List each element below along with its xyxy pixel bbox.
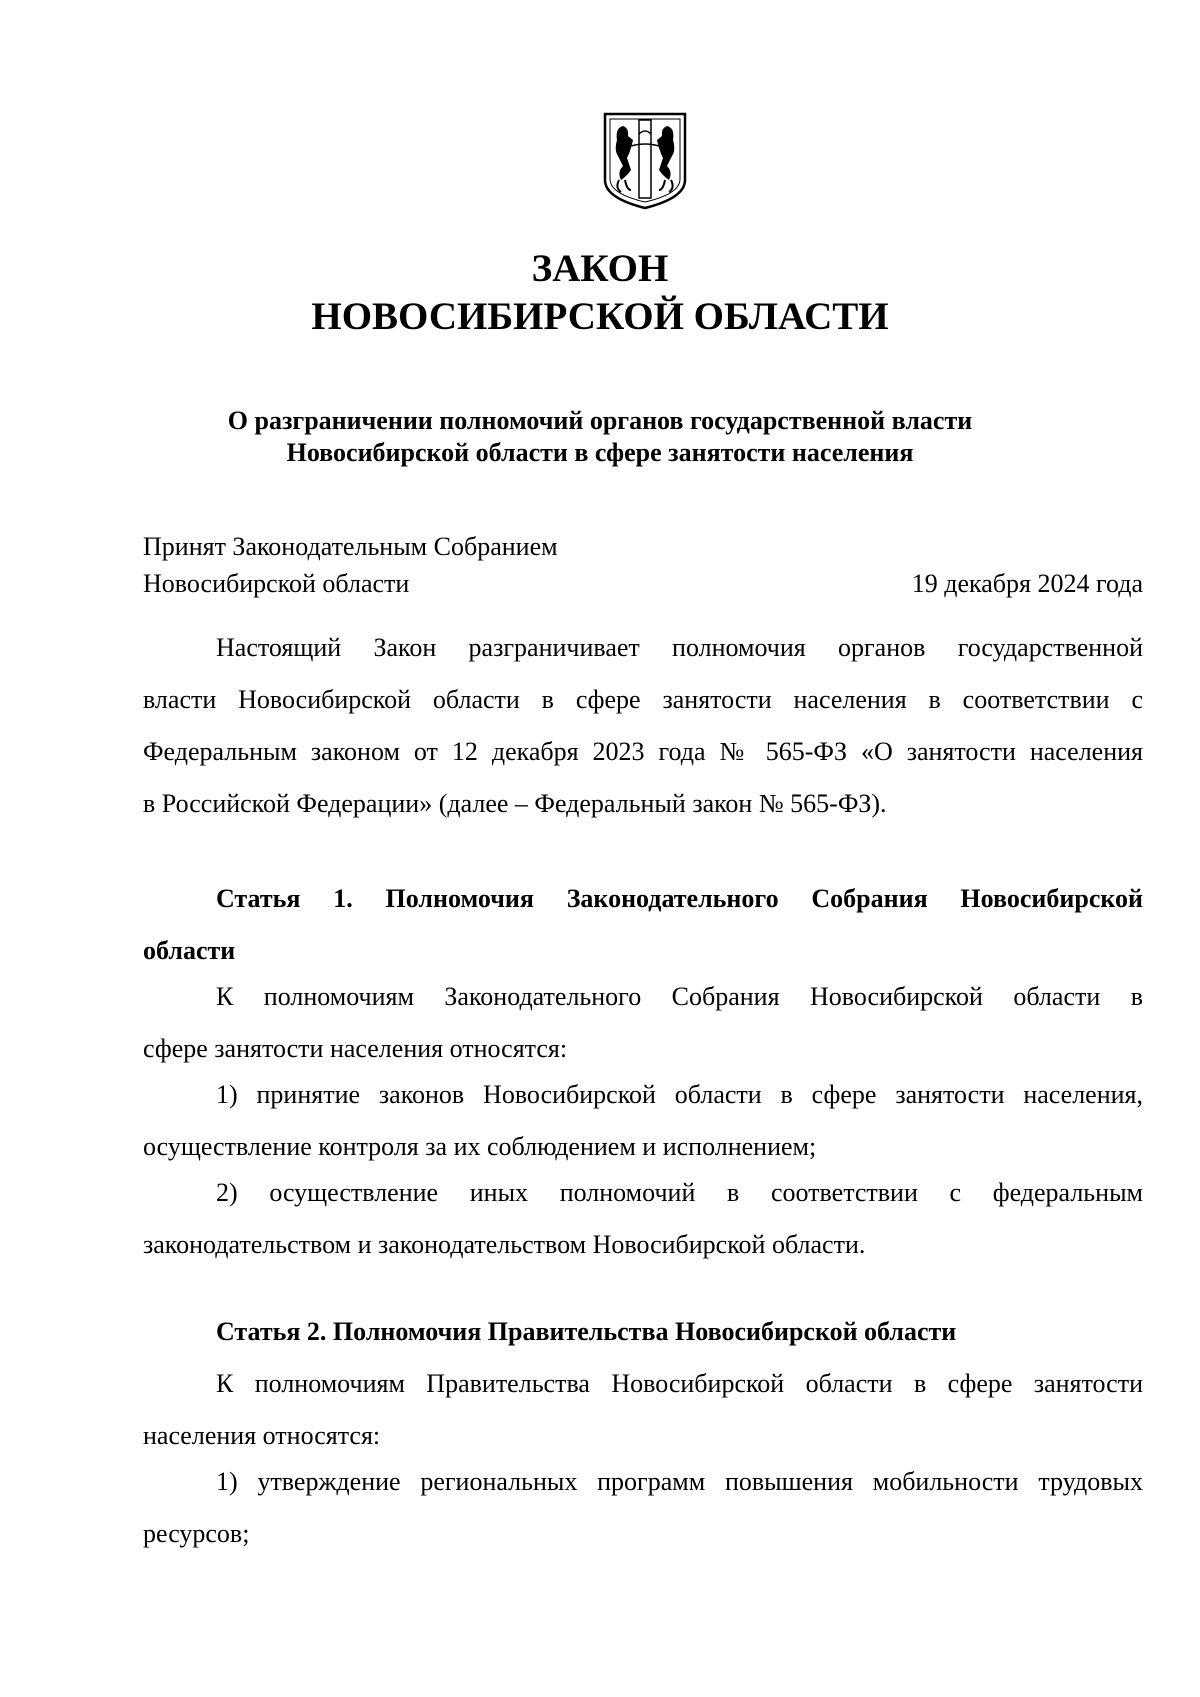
adoption-line-2: Новосибирской области: [143, 569, 410, 598]
article-2-item-1: 1) утверждение региональных программ повышения мобильности трудовых: [216, 1467, 1143, 1496]
article-1-item-2-cont: законодательством и законодательством Новосибирской области.: [143, 1230, 866, 1259]
law-subject-line-1: О разграничении полномочий органов государственной власти: [227, 406, 973, 435]
adoption-line-1: Принят Законодательным Собранием: [143, 532, 558, 561]
law-region-title: НОВОСИБИРСКОЙ ОБЛАСТИ: [311, 295, 889, 338]
article-1-heading: Статья 1. Полномочия Законодательного Собрания Новосибирской: [216, 884, 1143, 913]
article-2-intro-2: населения относятся:: [143, 1421, 381, 1450]
preamble-line-2: власти Новосибирской области в сфере занятости населения в соответствии с: [143, 685, 1143, 714]
article-1-intro-1: К полномочиям Законодательного Собрания Новосибирской области в: [216, 982, 1143, 1011]
article-1-heading-cont: области: [143, 936, 236, 965]
article-2-intro-1: К полномочиям Правительства Новосибирской области в сфере занятости: [216, 1369, 1143, 1398]
preamble-line-4: в Российской Федерации» (далее – Федеральный закон № 565-ФЗ).: [143, 789, 887, 818]
coat-of-arms-icon: [601, 110, 689, 212]
article-1-item-1: 1) принятие законов Новосибирской области в сфере занятости населения,: [216, 1080, 1143, 1109]
article-1-intro-2: сфере занятости населения относятся:: [143, 1034, 568, 1063]
article-1-item-2: 2) осуществление иных полномочий в соответствии с федеральным: [216, 1178, 1143, 1207]
article-2-heading: Статья 2. Полномочия Правительства Новосибирской области: [216, 1317, 957, 1346]
preamble-line-1: Настоящий Закон разграничивает полномочия органов государственной: [216, 633, 1143, 662]
article-1-item-1-cont: осуществление контроля за их соблюдением и исполнением;: [143, 1132, 817, 1161]
preamble-line-3: Федеральным законом от 12 декабря 2023 года № 565-ФЗ «О занятости населения: [143, 737, 1143, 766]
law-subject-line-2: Новосибирской области в сфере занятости населения: [286, 438, 914, 467]
adoption-date: 19 декабря 2024 года: [911, 569, 1143, 598]
law-title: ЗАКОН: [531, 247, 669, 290]
article-2-item-1-cont: ресурсов;: [143, 1519, 250, 1548]
